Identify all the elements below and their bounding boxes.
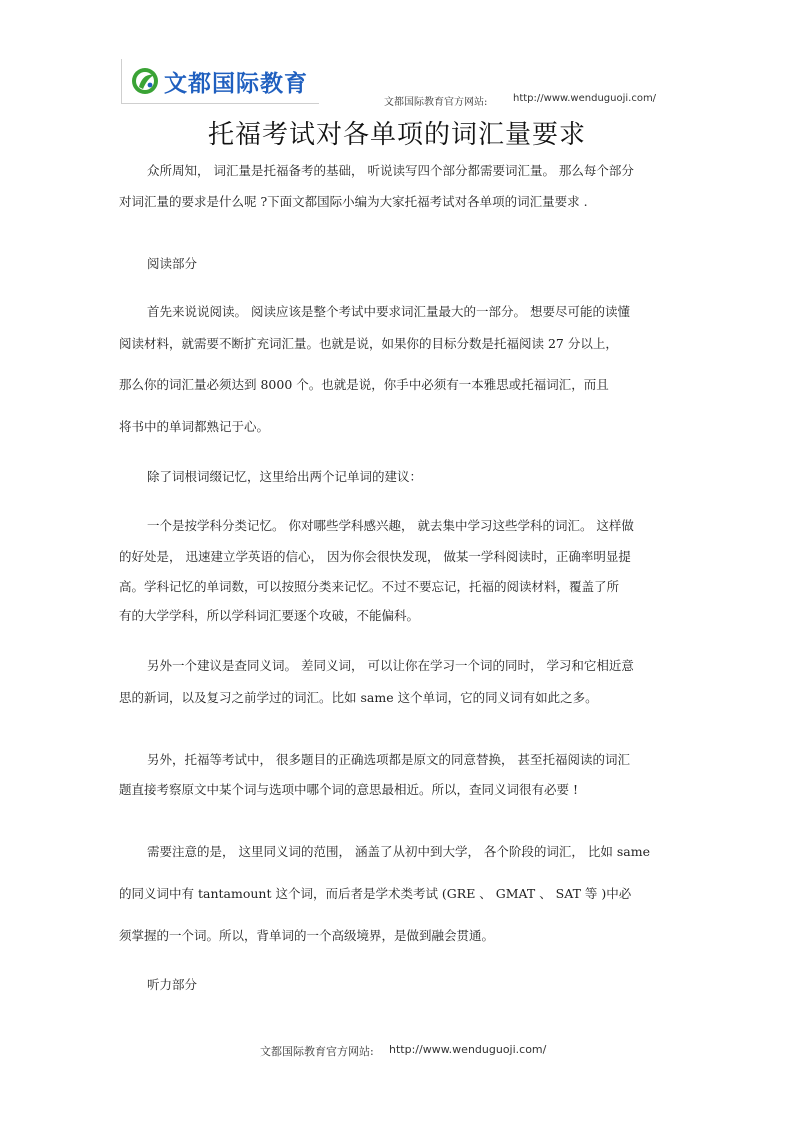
- paragraph-line: 思的新词，以及复习之前学过的词汇。比如 same 这个单词，它的同义词有如此之多。: [119, 690, 598, 705]
- paragraph-line: 对词汇量的要求是什么呢 ?下面文都国际小编为大家托福考试对各单项的词汇量要求 .: [119, 194, 588, 209]
- paragraph-line: 的同义词中有 tantamount 这个词，而后者是学术类考试 (GRE 、 GMAT 、 SAT 等 )中必: [119, 886, 632, 901]
- paragraph-line: 题直接考察原文中某个词与选项中哪个词的意思最相近。所以，查同义词很有必要 !: [119, 782, 578, 797]
- page-title: 托福考试对各单项的词汇量要求: [207, 120, 586, 150]
- footer-site-label: 文都国际教育官方网站:: [260, 1045, 374, 1058]
- header-url-link[interactable]: http://www.wenduguoji.com/: [513, 93, 657, 104]
- paragraph-line: 高。学科记忆的单词数，可以按照分类来记忆。不过不要忘记，托福的阅读材料，覆盖了所: [119, 579, 620, 594]
- paragraph-line: 须掌握的一个词。所以，背单词的一个高级境界，是做到融会贯通。: [119, 928, 495, 943]
- paragraph-line: 首先来说说阅读。 阅读应该是整个考试中要求词汇量最大的一部分。 想要尽可能的读懂: [147, 304, 630, 319]
- paragraph-line: 的好处是， 迅速建立学英语的信心， 因为你会很快发现， 做某一学科阅读时，正确率明显提: [119, 549, 631, 564]
- paragraph-line: 阅读材料，就需要不断扩充词汇量。也就是说，如果你的目标分数是托福阅读 27 分以上，: [119, 336, 618, 351]
- logo-text: 文都国际教育: [164, 70, 308, 97]
- paragraph-line: 另外一个建议是查同义词。 差同义词， 可以让你在学习一个词的同时， 学习和它相近意: [147, 658, 634, 673]
- header-site-label: 文都国际教育官方网站:: [384, 97, 488, 108]
- paragraph-line: 那么你的词汇量必须达到 8000 个。也就是说，你手中必须有一本雅思或托福词汇，而且: [119, 377, 609, 392]
- footer-url-link[interactable]: http://www.wenduguoji.com/: [389, 1043, 547, 1056]
- paragraph-line: 有的大学学科，所以学科词汇要逐个攻破，不能偏科。: [119, 608, 420, 623]
- logo: [121, 59, 319, 104]
- wendu-logo-icon: [130, 66, 160, 96]
- paragraph-line: 众所周知， 词汇量是托福备考的基础， 听说读写四个部分都需要词汇量。 那么每个部分: [147, 163, 634, 178]
- section-heading-reading: 阅读部分: [147, 256, 198, 271]
- paragraph-line: 除了词根词缀记忆，这里给出两个记单词的建议：: [147, 469, 423, 484]
- paragraph-line: 将书中的单词都熟记于心。: [119, 419, 270, 434]
- paragraph-line: 另外，托福等考试中， 很多题目的正确选项都是原文的同意替换， 甚至托福阅读的词汇: [147, 752, 630, 767]
- section-heading-listening: 听力部分: [147, 977, 198, 992]
- paragraph-line: 需要注意的是， 这里同义词的范围， 涵盖了从初中到大学， 各个阶段的词汇， 比如 same: [147, 844, 650, 859]
- paragraph-line: 一个是按学科分类记忆。 你对哪些学科感兴趣， 就去集中学习这些学科的词汇。 这样做: [147, 518, 634, 533]
